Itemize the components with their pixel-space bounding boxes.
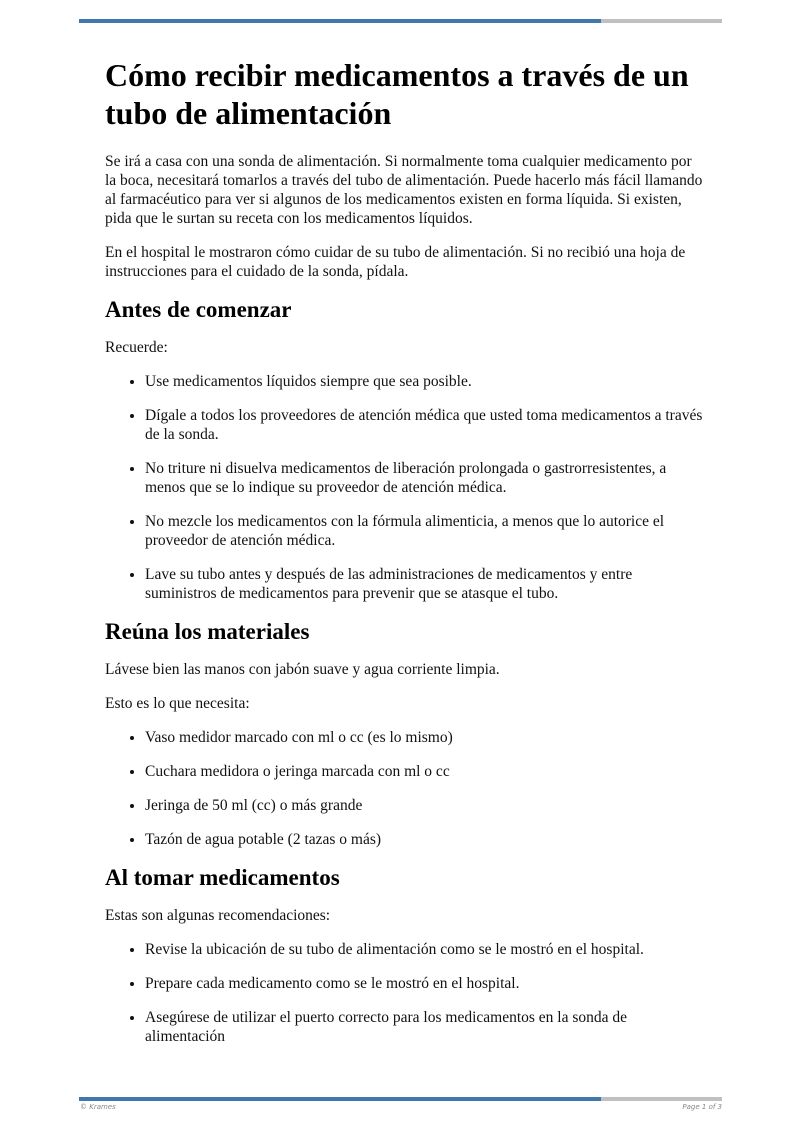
- section-paragraph: Esto es lo que necesita:: [105, 695, 250, 712]
- page-title: Cómo recibir medicamentos a través de un tubo de alimentación: [105, 57, 689, 131]
- section-al-tomar-medicamentos: [105, 864, 705, 1046]
- list-item: • Dígale a todos los proveedores de atención médica que usted toma medicamentos a través de la sonda.: [145, 406, 705, 444]
- list-item: • Vaso medidor marcado con ml o cc (es lo mismo): [145, 728, 705, 747]
- list-item: • Use medicamentos líquidos siempre que sea posible.: [145, 372, 705, 391]
- section-paragraph: Estas son algunas recomendaciones:: [105, 907, 331, 924]
- bullet-list: [105, 372, 705, 603]
- section-antes-de-comenzar: [105, 296, 705, 603]
- list-item: • No triture ni disuelva medicamentos de liberación prolongada o gastrorresistentes, a menos que se lo indique su proveedor de atención médica.: [145, 459, 705, 497]
- top-progress-bar-fill: [79, 19, 601, 23]
- intro-paragraph: Se irá a casa con una sonda de alimentación. Si normalmente toma cualquier medicamento por la boca, necesitará tomarlos a través del tubo de alimentación. Puede hacerlo más fácil llamando al farmacéutico para ver si algunos de los medicamentos existen en forma líquida. Si existen, pida que le surtan su receta con los medicamentos líquidos.: [105, 153, 703, 227]
- section-heading: Reúna los materiales: [105, 619, 310, 644]
- section-heading: Antes de comenzar: [105, 297, 292, 322]
- list-item: • Jeringa de 50 ml (cc) o más grande: [145, 796, 705, 815]
- list-item: • Asegúrese de utilizar el puerto correcto para los medicamentos en la sonda de alimentación: [145, 1008, 705, 1046]
- top-progress-bar: [79, 19, 722, 23]
- bottom-progress-bar: [79, 1097, 722, 1101]
- document-content: [105, 56, 705, 1061]
- intro-paragraph: En el hospital le mostraron cómo cuidar de su tubo de alimentación. Si no recibió una hoja de instrucciones para el cuidado de la sonda, pídala.: [105, 244, 686, 280]
- footer-page-number: Page 1 of 3: [682, 1103, 722, 1111]
- list-item: • Cuchara medidora o jeringa marcada con ml o cc: [145, 762, 705, 781]
- section-heading: Al tomar medicamentos: [105, 865, 340, 890]
- bullet-list: [105, 940, 705, 1046]
- list-item: • Tazón de agua potable (2 tazas o más): [145, 830, 705, 849]
- list-item: • Prepare cada medicamento como se le mostró en el hospital.: [145, 974, 705, 993]
- bottom-progress-bar-fill: [79, 1097, 601, 1101]
- list-item: • No mezcle los medicamentos con la fórmula alimenticia, a menos que lo autorice el proveedor de atención médica.: [145, 512, 705, 550]
- section-reuna-los-materiales: [105, 618, 705, 849]
- bullet-list: [105, 728, 705, 849]
- section-paragraph: Lávese bien las manos con jabón suave y agua corriente limpia.: [105, 661, 500, 678]
- list-item: • Revise la ubicación de su tubo de alimentación como se le mostró en el hospital.: [145, 940, 705, 959]
- footer-copyright: © Krames: [80, 1103, 116, 1111]
- section-paragraph: Recuerde:: [105, 339, 168, 356]
- list-item: • Lave su tubo antes y después de las administraciones de medicamentos y entre suministros de medicamentos para prevenir que se atasque el tubo.: [145, 565, 705, 603]
